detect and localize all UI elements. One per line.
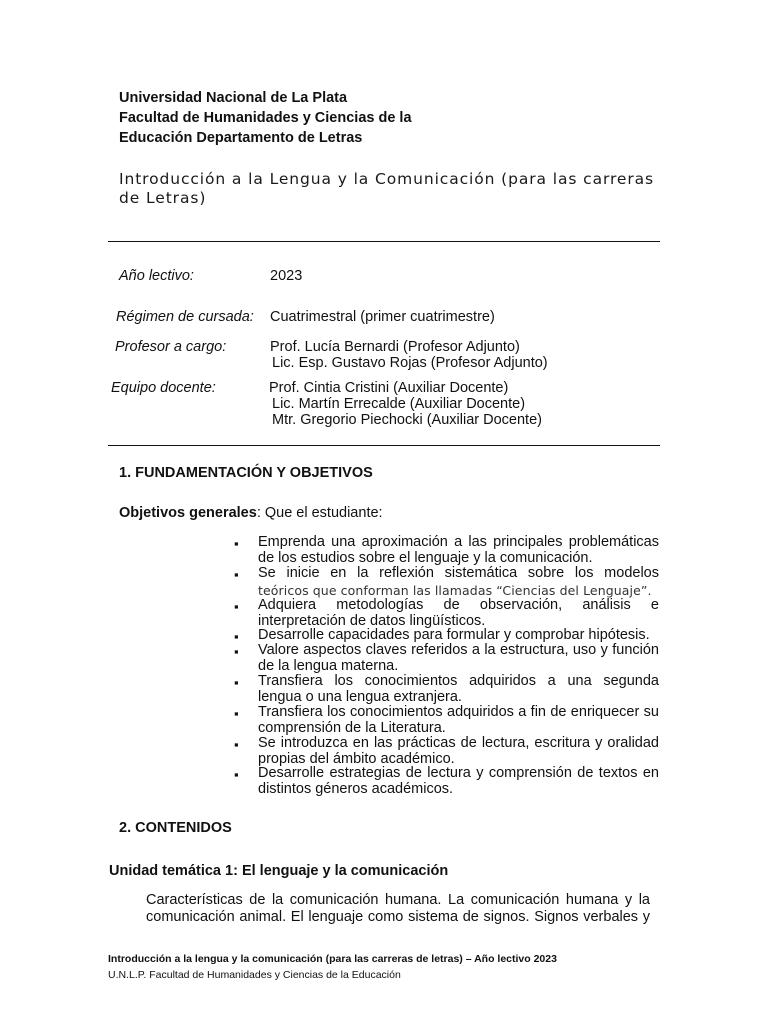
ano-lectivo-label: Año lectivo: bbox=[119, 268, 194, 284]
objective-item: Valore aspectos claves referidos a la estructura, uso y función de la lengua materna. bbox=[258, 642, 659, 674]
objective-item: Desarrolle capacidades para formular y comprobar hipótesis. bbox=[258, 627, 650, 643]
objective-item: Transfiera los conocimientos adquiridos a una segunda lengua o una lengua extranjera. bbox=[258, 673, 659, 705]
objective-item-continuation: teóricos que conforman las llamadas “Ciencias del Lenguaje”. bbox=[258, 583, 652, 598]
objective-item: Desarrolle estrategias de lectura y comprensión de textos en distintos géneros académicos. bbox=[258, 765, 659, 797]
bullet-marker: ▪ bbox=[234, 629, 239, 644]
unidad-paragraph-line: comunicación animal. El lenguaje como sistema de signos. Signos verbales y bbox=[146, 909, 650, 925]
bullet-marker: ▪ bbox=[234, 567, 239, 582]
bullet-marker: ▪ bbox=[234, 599, 239, 614]
objetivos-label: Objetivos generales bbox=[119, 505, 257, 521]
profesor-1: Prof. Lucía Bernardi (Profesor Adjunto) bbox=[270, 339, 520, 355]
objetivos-line bbox=[119, 505, 383, 521]
department-name: Educación Departamento de Letras bbox=[119, 130, 363, 146]
objective-item: Se introduzca en las prácticas de lectura, escritura y oralidad propias del ámbito académico. bbox=[258, 735, 659, 767]
bullet-marker: ▪ bbox=[234, 767, 239, 782]
bullet-marker: ▪ bbox=[234, 706, 239, 721]
objective-item: Se inicie en la reflexión sistemática sobre los modelos bbox=[258, 565, 659, 581]
bullet-marker: ▪ bbox=[234, 737, 239, 752]
bottom-divider bbox=[108, 445, 660, 446]
regimen-value: Cuatrimestral (primer cuatrimestre) bbox=[270, 309, 495, 325]
objective-item: Transfiera los conocimientos adquiridos a fin de enriquecer su comprensión de la Literatura. bbox=[258, 704, 659, 736]
bullet-marker: ▪ bbox=[234, 675, 239, 690]
equipo-1: Prof. Cintia Cristini (Auxiliar Docente) bbox=[269, 380, 509, 396]
objective-item: Adquiera metodologías de observación, análisis e interpretación de datos lingüísticos. bbox=[258, 597, 659, 629]
equipo-3: Mtr. Gregorio Piechocki (Auxiliar Docente) bbox=[272, 412, 542, 428]
ano-lectivo-value: 2023 bbox=[270, 268, 303, 284]
section-1-heading: 1. FUNDAMENTACIÓN Y OBJETIVOS bbox=[119, 465, 373, 481]
profesor-2: Lic. Esp. Gustavo Rojas (Profesor Adjunto) bbox=[272, 355, 548, 371]
bullet-marker: ▪ bbox=[234, 644, 239, 659]
profesor-label: Profesor a cargo: bbox=[115, 339, 227, 355]
equipo-label: Equipo docente: bbox=[111, 380, 216, 396]
course-title: Introducción a la Lengua y la Comunicación (para las carreras de Letras) bbox=[119, 170, 654, 207]
bullet-marker: ▪ bbox=[234, 536, 239, 551]
footer-institution: U.N.L.P. Facultad de Humanidades y Ciencias de la Educación bbox=[108, 969, 401, 981]
objetivos-rest: : Que el estudiante: bbox=[256, 505, 383, 521]
faculty-name: Facultad de Humanidades y Ciencias de la bbox=[119, 110, 412, 126]
university-name: Universidad Nacional de La Plata bbox=[119, 90, 348, 106]
regimen-label: Régimen de cursada: bbox=[116, 309, 254, 325]
unidad-paragraph-line: Características de la comunicación humana. La comunicación humana y la bbox=[146, 892, 650, 908]
objective-item: Emprenda una aproximación a las principales problemáticas de los estudios sobre el lenguaje y la comunicación. bbox=[258, 534, 659, 566]
equipo-2: Lic. Martín Errecalde (Auxiliar Docente) bbox=[272, 396, 526, 412]
section-2-heading: 2. CONTENIDOS bbox=[119, 820, 232, 836]
unidad-heading: Unidad temática 1: El lenguaje y la comunicación bbox=[109, 863, 449, 879]
top-divider bbox=[108, 241, 660, 242]
footer-title: Introducción a la lengua y la comunicación (para las carreras de letras) – Año lectivo 2023 bbox=[108, 953, 557, 965]
